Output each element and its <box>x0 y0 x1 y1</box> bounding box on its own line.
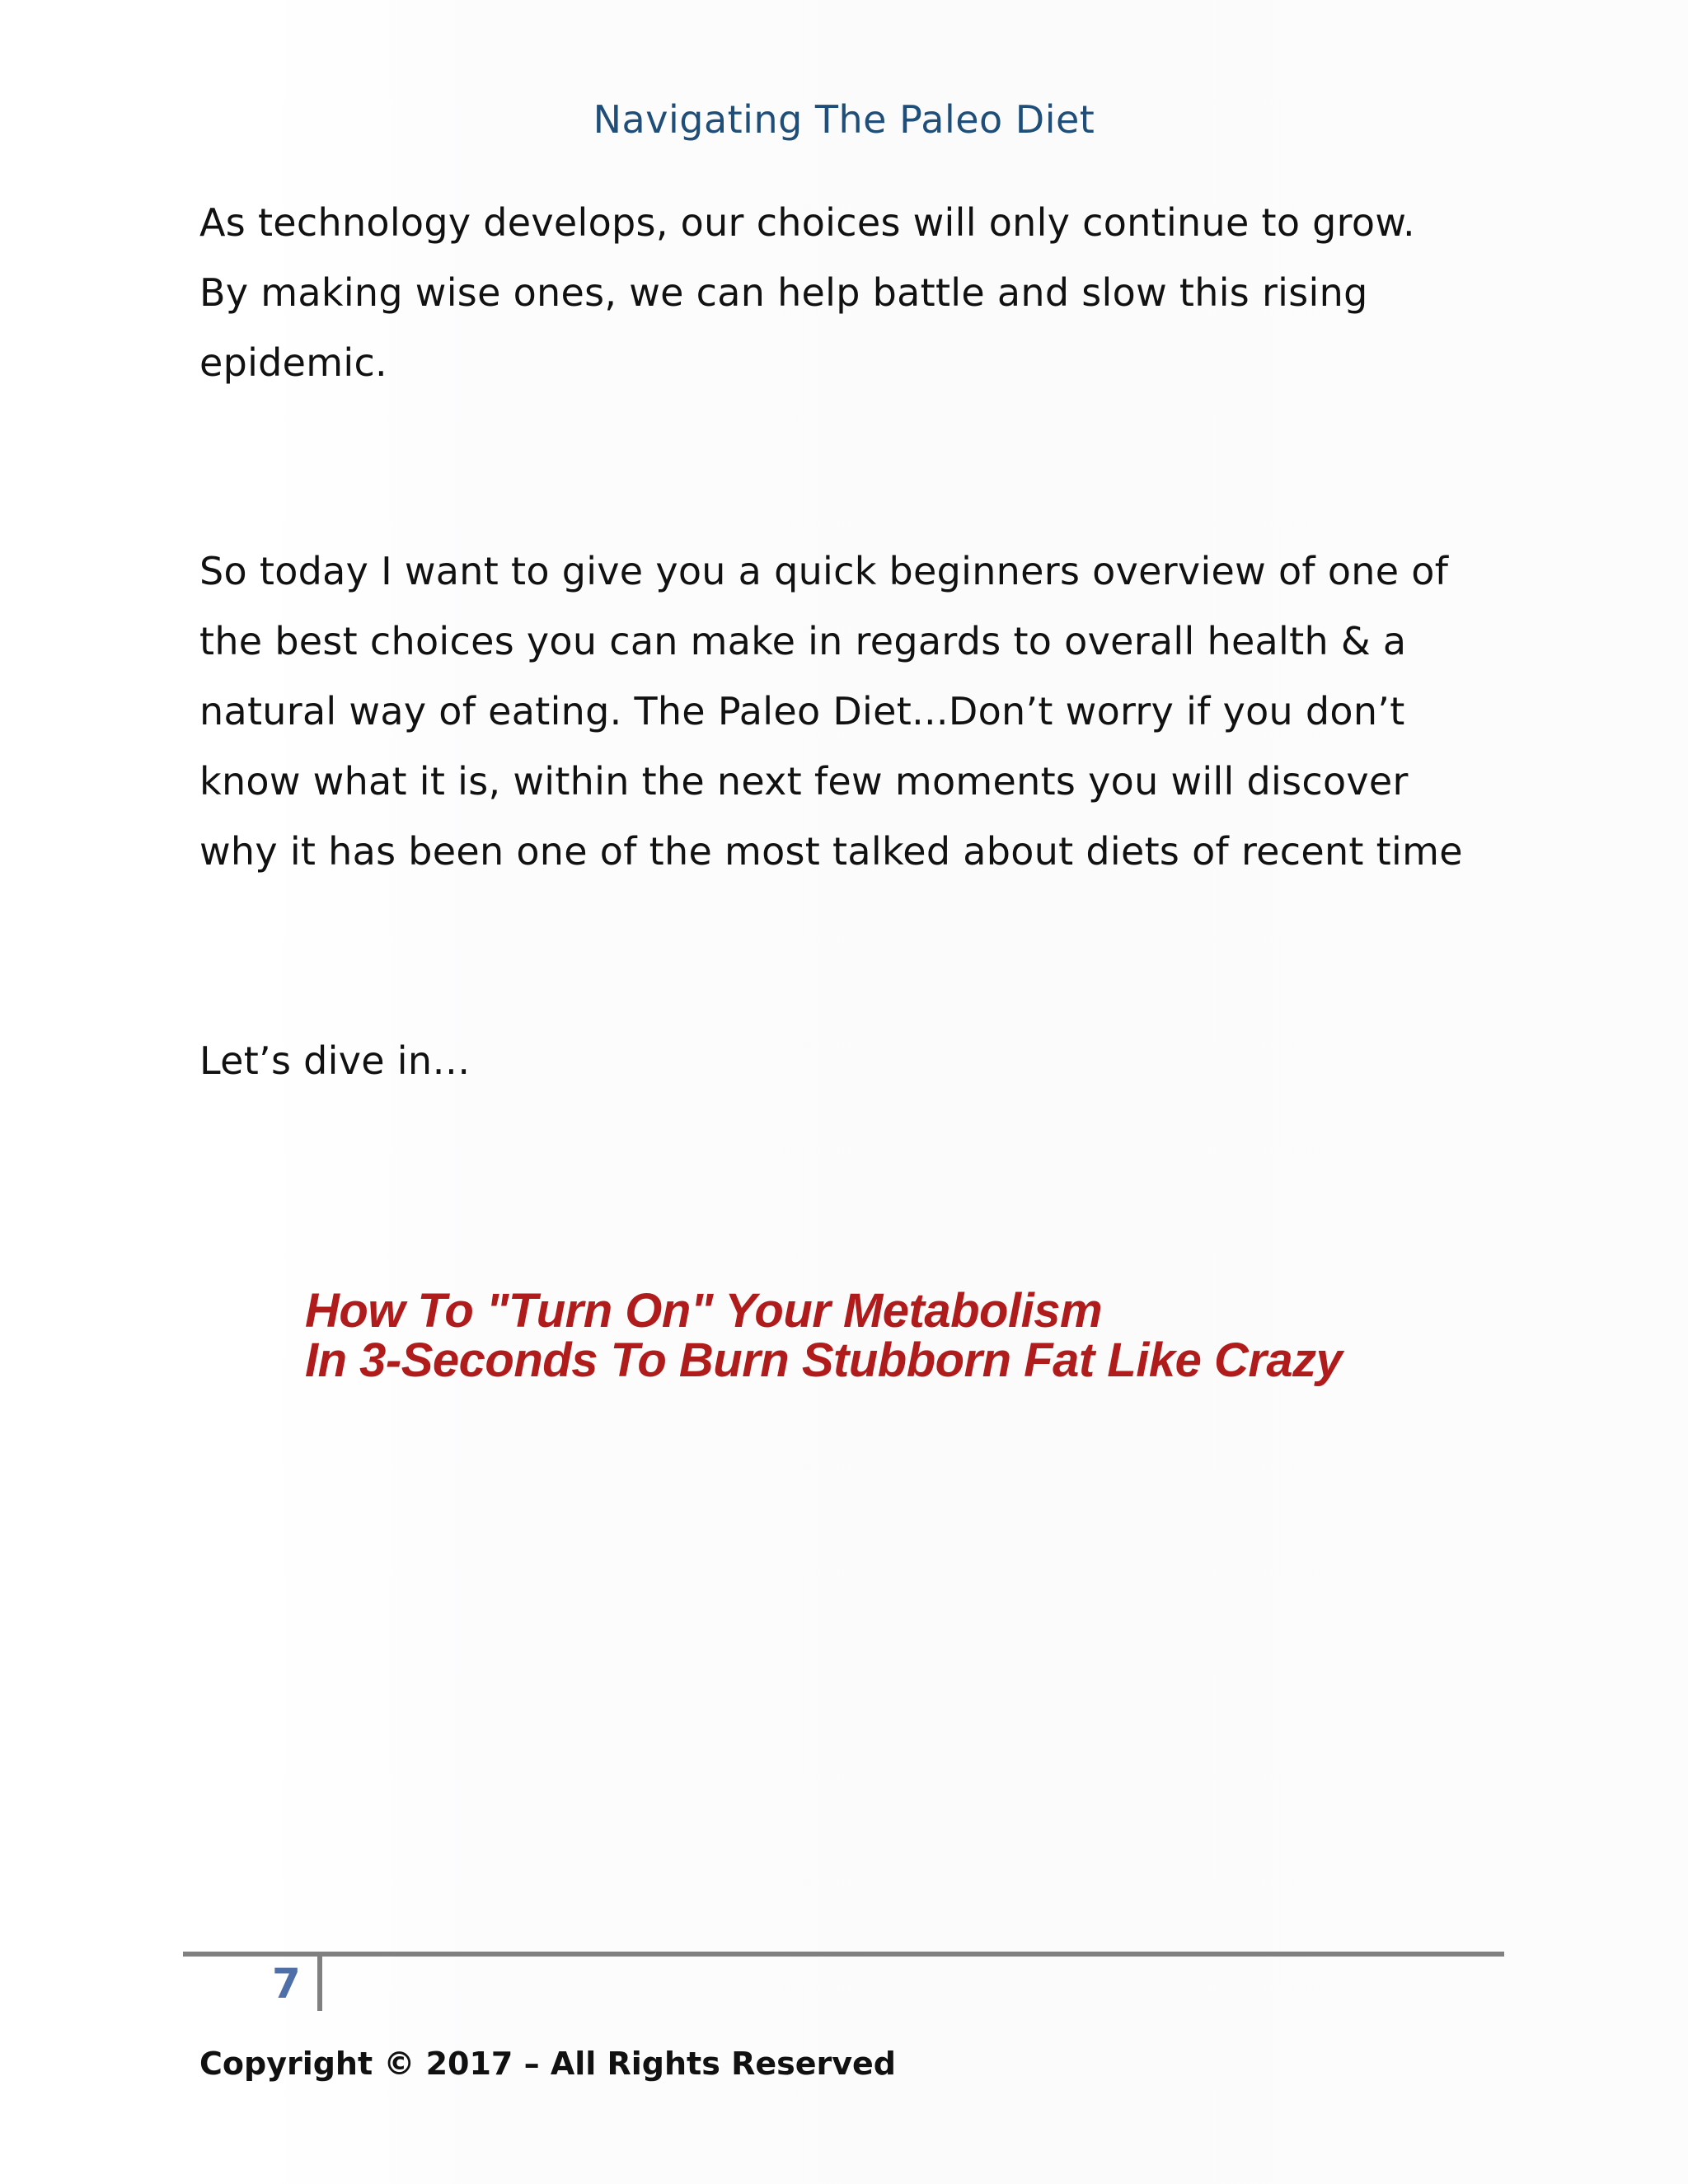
paragraph-line: By making wise ones, we can help battle and slow this rising <box>199 270 1368 315</box>
promo-line-2[interactable]: In 3-Seconds To Burn Stubborn Fat Like Crazy <box>305 1333 1343 1387</box>
footer-rule <box>183 1952 1504 1957</box>
page-number-divider <box>317 1957 322 2011</box>
paragraph-3 <box>199 1026 1568 1096</box>
metabolism-promo-link[interactable] <box>305 1286 1624 1385</box>
copyright-notice: Copyright © 2017 – All Rights Reserved <box>199 2046 896 2082</box>
page-header-title: Navigating The Paleo Diet <box>593 97 1095 142</box>
page-number: 7 <box>272 1960 301 2008</box>
paragraph-2 <box>199 537 1568 887</box>
paragraph-line: So today I want to give you a quick beginners overview of one of <box>199 549 1449 593</box>
paragraph-1 <box>199 188 1568 398</box>
paragraph-line: natural way of eating. The Paleo Diet...Don’t worry if you don’t <box>199 689 1405 733</box>
promo-line-1[interactable]: How To "Turn On" Your Metabolism <box>305 1284 1103 1338</box>
paragraph-line: why it has been one of the most talked about diets of recent time <box>199 829 1463 874</box>
paragraph-line: the best choices you can make in regards to overall health & a <box>199 619 1407 663</box>
paragraph-line: know what it is, within the next few moments you will discover <box>199 759 1409 804</box>
paragraph-line: As technology develops, our choices will only continue to grow. <box>199 200 1415 245</box>
paragraph-line: epidemic. <box>199 340 387 385</box>
paragraph-line: Let’s dive in… <box>199 1038 471 1083</box>
